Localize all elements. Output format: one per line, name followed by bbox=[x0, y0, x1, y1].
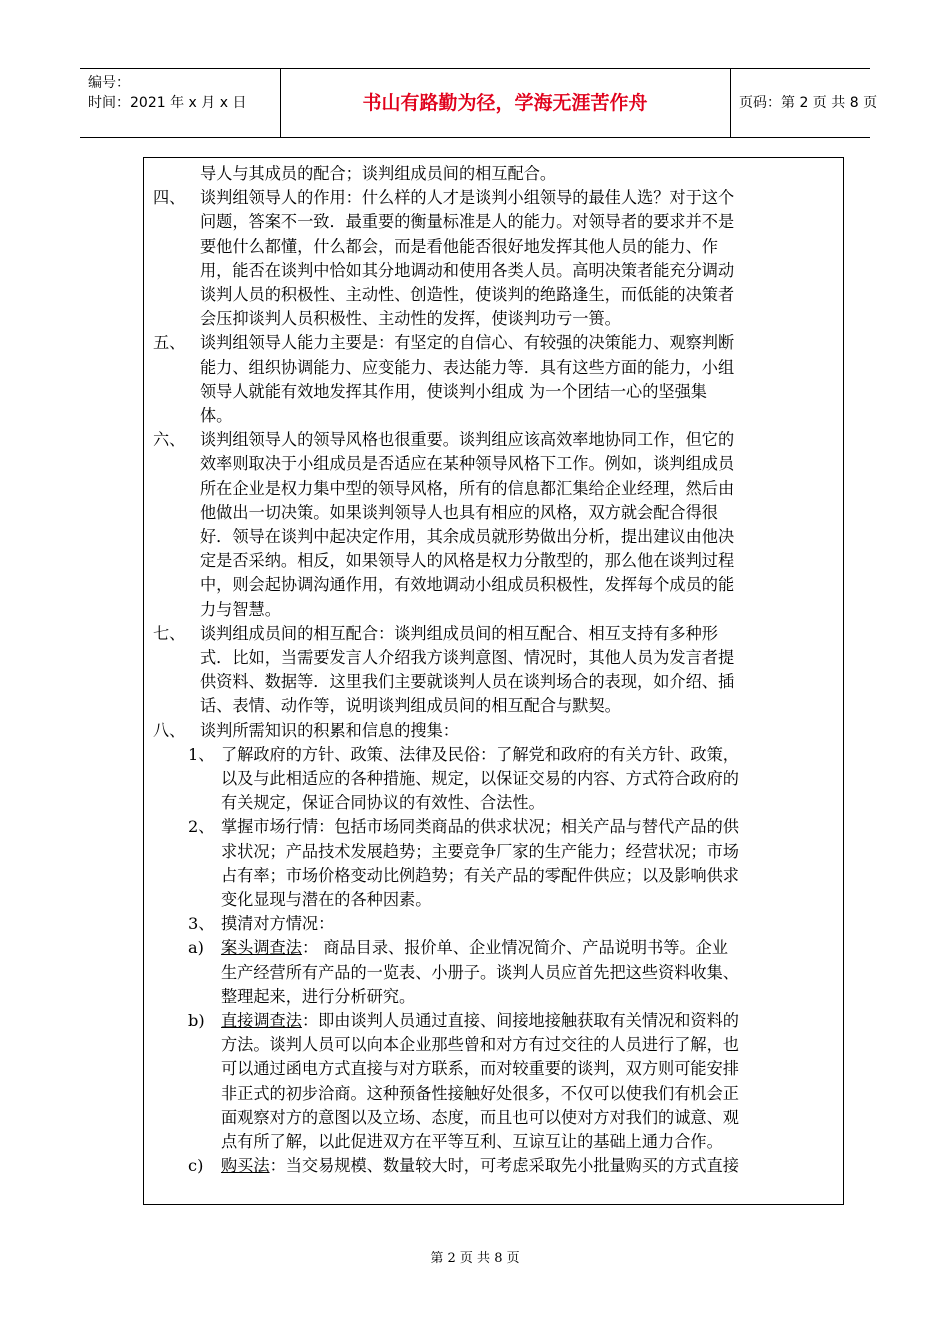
sub-item-text: ：即由谈判人员通过直接、间接地接触获取有关情况和资料的 bbox=[301, 1011, 739, 1030]
page-footer: 第 2 页 共 8 页 bbox=[430, 1251, 520, 1266]
paragraph-line: 要他什么都懂，什么都会，而是看他能否很好地发挥其他人员的能力、作 bbox=[200, 236, 718, 256]
sub-item-marker: b) bbox=[188, 1011, 205, 1030]
section-marker: 四、 bbox=[153, 188, 186, 208]
sub-item-first-line bbox=[221, 1009, 739, 1033]
sub-item-line: 整理起来，进行分析研究。 bbox=[221, 986, 416, 1006]
paragraph-line: 中，则会起协调沟通作用，有效地调动小组成员积极性，发挥每个成员的能 bbox=[200, 575, 735, 595]
paragraph-line: 谈判所需知识的积累和信息的搜集： bbox=[200, 720, 459, 740]
list-line: 了解政府的方针、政策、法律及民俗：了解党和政府的有关方针、政策， bbox=[221, 744, 739, 764]
paragraph-line: 谈判组领导人的作用：什么样的人才是谈判小组领导的最佳人选？对于这个 bbox=[200, 188, 735, 208]
list-line: 占有率；市场价格变动比例趋势；有关产品的零配件供应；以及影响供求 bbox=[221, 865, 739, 885]
list-line: 掌握市场行情：包括市场同类商品的供求状况；相关产品与替代产品的供 bbox=[221, 817, 739, 837]
paragraph-line: 好．领导在谈判中起决定作用，其余成员就形势做出分析，提出建议由他决 bbox=[200, 527, 735, 546]
sub-item-line: 方法。谈判人员可以向本企业那些曾和对方有过交往的人员进行了解，也 bbox=[221, 1035, 739, 1055]
paragraph-line: 效率则取决于小组成员是否适应在某种领导风格下工作。例如，谈判组成员 bbox=[200, 454, 735, 474]
sub-item-text: ： 商品目录、报价单、企业情况简介、产品说明书等。企业 bbox=[301, 938, 728, 958]
section-marker: 五、 bbox=[153, 333, 186, 353]
paragraph-line: 定是否采纳。相反，如果领导人的风格是权力分散型的，那么他在谈判过程 bbox=[200, 551, 735, 571]
paragraph-line: 式．比如，当需要发言人介绍我方谈判意图、情况时，其他人员为发言者提 bbox=[200, 648, 735, 667]
paragraph-line: 谈判组成员间的相互配合：谈判组成员间的相互配合、相互支持有多种形 bbox=[200, 623, 718, 643]
paragraph-line: 会压抑谈判人员积极性、主动性的发挥，使谈判功亏一篑。 bbox=[200, 309, 621, 329]
section-marker: 六、 bbox=[153, 430, 186, 450]
paragraph-line: 问题，答案不一致．最重要的衡量标准是人的能力。对领导者的要求并不是 bbox=[200, 212, 735, 232]
paragraph-line: 他做出一切决策。如果谈判领导人也具有相应的风格，双方就会配合得很 bbox=[200, 502, 718, 522]
list-number: 2、 bbox=[188, 817, 215, 837]
paragraph-line: 谈判组领导人的领导风格也很重要。谈判组应该高效率地协同工作，但它的 bbox=[200, 430, 735, 450]
list-line: 求状况；产品技术发展趋势；主要竞争厂家的生产能力；经营状况；市场 bbox=[221, 841, 739, 861]
header-motto: 书山有路勤为径，学海无涯苦作舟 bbox=[280, 69, 731, 137]
paragraph-line: 力与智慧。 bbox=[200, 599, 281, 619]
paragraph-line: 话、表情、动作等，说明谈判组成员间的相互配合与默契。 bbox=[200, 696, 621, 716]
paragraph-line: 用，能否在谈判中恰如其分地调动和使用各类人员。高明决策者能充分调动 bbox=[200, 260, 735, 280]
paragraph-line: 谈判人员的积极性、主动性、创造性，使谈判的绝路逢生，而低能的决策者 bbox=[200, 285, 735, 304]
section-marker: 八、 bbox=[153, 720, 186, 740]
sub-item-line: 面观察对方的意图以及立场、态度，而且也可以使对方对我们的诚意、观 bbox=[221, 1107, 739, 1127]
list-line: 摸清对方情况： bbox=[221, 914, 335, 934]
sub-item-line: 非正式的初步洽商。这种预备性接触好处很多，不仅可以使我们有机会正 bbox=[221, 1083, 739, 1103]
sub-item-line: 生产经营所有产品的一览表、小册子。谈判人员应首先把这些资料收集、 bbox=[221, 962, 739, 982]
number-label: 编号： bbox=[88, 75, 130, 91]
sub-item-first-line bbox=[221, 1154, 739, 1178]
paragraph-line: 体。 bbox=[200, 406, 233, 425]
sub-item-marker: a) bbox=[188, 938, 204, 958]
list-number: 3、 bbox=[188, 914, 215, 934]
paragraph-line: 领导人就能有效地发挥其作用，使谈判小组成 为一个团结一心的坚强集 bbox=[200, 381, 707, 401]
date-label: 时间：2021 年 x 月 x 日 bbox=[88, 95, 247, 111]
sub-item-text: ：当交易规模、数量较大时，可考虑采取先小批量购买的方式直接 bbox=[269, 1156, 739, 1176]
page-header bbox=[80, 68, 878, 138]
content-box bbox=[143, 157, 844, 1205]
list-line: 以及与此相适应的各种措施、规定，以保证交易的内容、方式符合政府的 bbox=[221, 769, 739, 788]
list-number: 1、 bbox=[188, 744, 215, 764]
method-term: 案头调查法 bbox=[221, 938, 302, 958]
section-marker: 七、 bbox=[153, 623, 186, 643]
paragraph-line: 能力、组织协调能力、应变能力、表达能力等．具有这些方面的能力，小组 bbox=[200, 357, 735, 377]
paragraph-line: 谈判组领导人能力主要是：有坚定的自信心、有较强的决策能力、观察判断 bbox=[200, 333, 735, 353]
paragraph-line: 导人与其成员的配合；谈判组成员间的相互配合。 bbox=[200, 164, 557, 183]
sub-item-line: 可以通过函电方式直接与对方联系，而对较重要的谈判，双方则可能安排 bbox=[221, 1059, 739, 1079]
sub-item-first-line bbox=[221, 936, 728, 960]
list-line: 变化显现与潜在的各种因素。 bbox=[221, 890, 432, 909]
sub-item-line: 点有所了解，以此促进双方在平等互利、互谅互让的基础上通力合作。 bbox=[221, 1132, 723, 1151]
paragraph-line: 供资料、数据等．这里我们主要就谈判人员在谈判场合的表现，如介绍、插 bbox=[200, 672, 735, 692]
sub-item-marker: c) bbox=[188, 1156, 204, 1176]
header-page-label: 页码：第 2 页 共 8 页 bbox=[739, 95, 878, 111]
header-meta-cell bbox=[80, 69, 281, 137]
list-line: 有关规定，保证合同协议的有效性、合法性。 bbox=[221, 793, 545, 813]
paragraph-line: 所在企业是权力集中型的领导风格，所有的信息都汇集给企业经理，然后由 bbox=[200, 478, 735, 498]
method-term: 直接调查法 bbox=[221, 1011, 302, 1030]
method-term: 购买法 bbox=[221, 1156, 270, 1176]
